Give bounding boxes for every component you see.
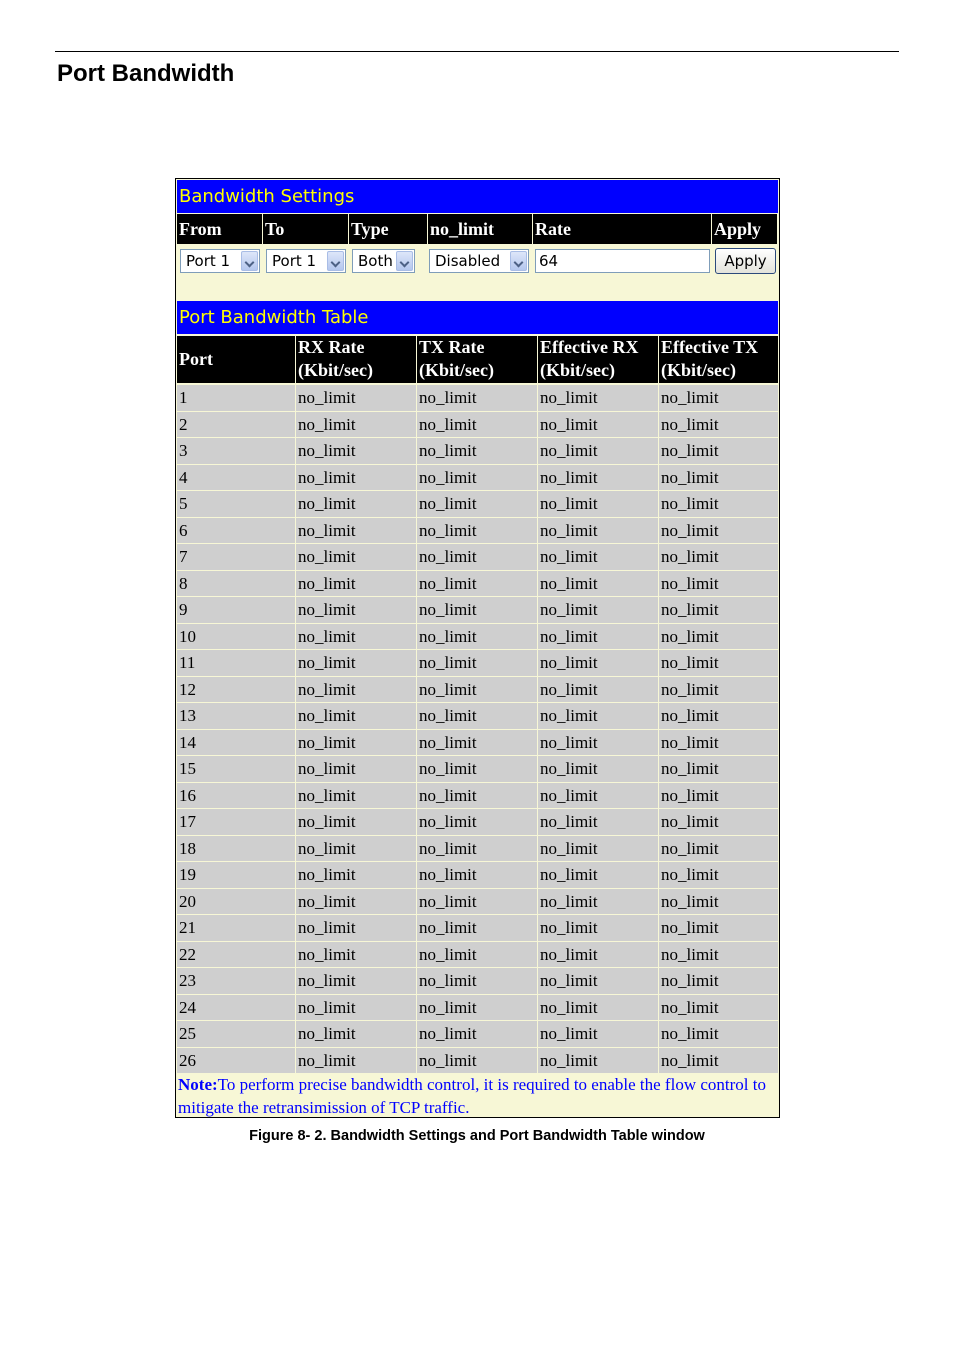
effective-tx-cell: no_limit (659, 995, 778, 1021)
effective-rx-cell: no_limit (538, 624, 658, 650)
note-label: Note: (178, 1075, 218, 1094)
effective-tx-cell: no_limit (659, 703, 778, 729)
port-cell: 6 (177, 518, 295, 544)
settings-header-row (177, 214, 778, 244)
header-tx-rate: TX Rate (Kbit/sec) (417, 336, 537, 383)
port-cell: 10 (177, 624, 295, 650)
chevron-down-icon[interactable] (327, 251, 344, 271)
tx-rate-cell: no_limit (417, 862, 537, 888)
table-row (177, 942, 778, 969)
tx-rate-cell: no_limit (417, 571, 537, 597)
port-cell: 23 (177, 968, 295, 994)
effective-rx-cell: no_limit (538, 597, 658, 623)
tx-rate-cell: no_limit (417, 650, 537, 676)
chevron-down-icon[interactable] (241, 251, 258, 271)
port-cell: 7 (177, 544, 295, 570)
effective-rx-cell: no_limit (538, 809, 658, 835)
tx-rate-cell: no_limit (417, 438, 537, 464)
table-row (177, 915, 778, 942)
type-select[interactable] (352, 249, 415, 273)
table-row (177, 438, 778, 465)
table-row (177, 597, 778, 624)
rx-rate-cell: no_limit (296, 624, 416, 650)
rx-rate-cell: no_limit (296, 677, 416, 703)
rx-rate-cell: no_limit (296, 942, 416, 968)
effective-tx-cell: no_limit (659, 889, 778, 915)
effective-tx-cell: no_limit (659, 385, 778, 411)
table-row (177, 544, 778, 571)
chevron-down-icon[interactable] (396, 251, 413, 271)
tx-rate-cell: no_limit (417, 1021, 537, 1047)
effective-rx-cell: no_limit (538, 544, 658, 570)
effective-rx-cell: no_limit (538, 650, 658, 676)
table-row (177, 730, 778, 757)
table-row (177, 412, 778, 439)
port-cell: 22 (177, 942, 295, 968)
table-body (177, 385, 778, 1074)
rx-rate-cell: no_limit (296, 703, 416, 729)
port-cell: 4 (177, 465, 295, 491)
tx-rate-cell: no_limit (417, 703, 537, 729)
rx-rate-cell: no_limit (296, 597, 416, 623)
port-cell: 17 (177, 809, 295, 835)
port-cell: 19 (177, 862, 295, 888)
type-value: Both (358, 252, 393, 270)
note-text (178, 1073, 778, 1119)
to-port-value: Port 1 (272, 252, 317, 270)
rx-rate-cell: no_limit (296, 889, 416, 915)
rx-rate-cell: no_limit (296, 756, 416, 782)
note-body: To perform precise bandwidth control, it is required to enable the flow control to mitigate the retransimission of TCP traffic. (178, 1075, 766, 1117)
port-cell: 21 (177, 915, 295, 941)
table-row (177, 968, 778, 995)
effective-tx-cell: no_limit (659, 942, 778, 968)
table-row (177, 889, 778, 916)
tx-rate-cell: no_limit (417, 1048, 537, 1074)
rx-rate-cell: no_limit (296, 1048, 416, 1074)
port-cell: 25 (177, 1021, 295, 1047)
tx-rate-cell: no_limit (417, 889, 537, 915)
port-cell: 16 (177, 783, 295, 809)
effective-tx-cell: no_limit (659, 756, 778, 782)
header-no-limit: no_limit (428, 214, 532, 244)
table-row (177, 650, 778, 677)
rx-rate-cell: no_limit (296, 438, 416, 464)
tx-rate-cell: no_limit (417, 942, 537, 968)
no-limit-select[interactable] (429, 249, 529, 273)
tx-rate-cell: no_limit (417, 995, 537, 1021)
from-port-select[interactable] (180, 249, 260, 273)
tx-rate-cell: no_limit (417, 730, 537, 756)
effective-tx-cell: no_limit (659, 968, 778, 994)
effective-tx-cell: no_limit (659, 544, 778, 570)
table-row (177, 571, 778, 598)
page-heading: Port Bandwidth (57, 60, 235, 87)
table-row (177, 1021, 778, 1048)
effective-rx-cell: no_limit (538, 571, 658, 597)
top-rule (55, 51, 899, 52)
table-row (177, 677, 778, 704)
tx-rate-cell: no_limit (417, 836, 537, 862)
effective-rx-cell: no_limit (538, 1048, 658, 1074)
effective-rx-cell: no_limit (538, 491, 658, 517)
apply-button[interactable]: Apply (715, 248, 776, 274)
header-effective-rx: Effective RX (Kbit/sec) (538, 336, 658, 383)
effective-rx-cell: no_limit (538, 889, 658, 915)
effective-rx-cell: no_limit (538, 968, 658, 994)
port-cell: 11 (177, 650, 295, 676)
port-cell: 9 (177, 597, 295, 623)
table-row (177, 385, 778, 412)
effective-rx-cell: no_limit (538, 677, 658, 703)
port-cell: 18 (177, 836, 295, 862)
effective-tx-cell: no_limit (659, 1048, 778, 1074)
rx-rate-cell: no_limit (296, 571, 416, 597)
effective-tx-cell: no_limit (659, 465, 778, 491)
effective-tx-cell: no_limit (659, 809, 778, 835)
table-row (177, 836, 778, 863)
effective-rx-cell: no_limit (538, 1021, 658, 1047)
rx-rate-cell: no_limit (296, 465, 416, 491)
effective-tx-cell: no_limit (659, 491, 778, 517)
tx-rate-cell: no_limit (417, 385, 537, 411)
effective-rx-cell: no_limit (538, 942, 658, 968)
port-cell: 15 (177, 756, 295, 782)
port-cell: 3 (177, 438, 295, 464)
table-row (177, 465, 778, 492)
rx-rate-cell: no_limit (296, 730, 416, 756)
tx-rate-cell: no_limit (417, 809, 537, 835)
tx-rate-cell: no_limit (417, 544, 537, 570)
table-row (177, 1048, 778, 1075)
header-effective-tx: Effective TX (Kbit/sec) (659, 336, 778, 383)
table-row (177, 756, 778, 783)
rx-rate-cell: no_limit (296, 518, 416, 544)
header-from: From (177, 214, 262, 244)
rx-rate-cell: no_limit (296, 1021, 416, 1047)
table-row (177, 518, 778, 545)
port-cell: 2 (177, 412, 295, 438)
tx-rate-cell: no_limit (417, 624, 537, 650)
rx-rate-cell: no_limit (296, 968, 416, 994)
effective-rx-cell: no_limit (538, 756, 658, 782)
table-row (177, 624, 778, 651)
tx-rate-cell: no_limit (417, 756, 537, 782)
table-row (177, 995, 778, 1022)
rx-rate-cell: no_limit (296, 650, 416, 676)
effective-tx-cell: no_limit (659, 650, 778, 676)
port-cell: 12 (177, 677, 295, 703)
effective-rx-cell: no_limit (538, 518, 658, 544)
header-to: To (263, 214, 348, 244)
effective-tx-cell: no_limit (659, 1021, 778, 1047)
table-row (177, 809, 778, 836)
rx-rate-cell: no_limit (296, 544, 416, 570)
tx-rate-cell: no_limit (417, 915, 537, 941)
rx-rate-cell: no_limit (296, 862, 416, 888)
tx-rate-cell: no_limit (417, 491, 537, 517)
effective-rx-cell: no_limit (538, 385, 658, 411)
tx-rate-cell: no_limit (417, 968, 537, 994)
port-cell: 5 (177, 491, 295, 517)
effective-tx-cell: no_limit (659, 624, 778, 650)
effective-tx-cell: no_limit (659, 730, 778, 756)
from-port-value: Port 1 (186, 252, 231, 270)
rx-rate-cell: no_limit (296, 783, 416, 809)
rx-rate-cell: no_limit (296, 809, 416, 835)
effective-tx-cell: no_limit (659, 677, 778, 703)
effective-rx-cell: no_limit (538, 862, 658, 888)
tx-rate-cell: no_limit (417, 783, 537, 809)
port-cell: 26 (177, 1048, 295, 1074)
effective-rx-cell: no_limit (538, 412, 658, 438)
effective-tx-cell: no_limit (659, 571, 778, 597)
effective-tx-cell: no_limit (659, 438, 778, 464)
effective-rx-cell: no_limit (538, 836, 658, 862)
effective-tx-cell: no_limit (659, 597, 778, 623)
port-cell: 20 (177, 889, 295, 915)
rx-rate-cell: no_limit (296, 491, 416, 517)
tx-rate-cell: no_limit (417, 518, 537, 544)
header-rate: Rate (533, 214, 711, 244)
rx-rate-cell: no_limit (296, 836, 416, 862)
effective-rx-cell: no_limit (538, 995, 658, 1021)
effective-tx-cell: no_limit (659, 783, 778, 809)
header-rx-rate: RX Rate (Kbit/sec) (296, 336, 416, 383)
port-cell: 8 (177, 571, 295, 597)
port-cell: 13 (177, 703, 295, 729)
bandwidth-settings-title: Bandwidth Settings (177, 180, 778, 213)
port-cell: 14 (177, 730, 295, 756)
tx-rate-cell: no_limit (417, 465, 537, 491)
effective-rx-cell: no_limit (538, 915, 658, 941)
table-row (177, 862, 778, 889)
effective-tx-cell: no_limit (659, 862, 778, 888)
port-bandwidth-table-title: Port Bandwidth Table (177, 301, 778, 334)
effective-tx-cell: no_limit (659, 836, 778, 862)
tx-rate-cell: no_limit (417, 677, 537, 703)
effective-tx-cell: no_limit (659, 412, 778, 438)
bandwidth-panel (175, 178, 780, 1118)
no-limit-value: Disabled (435, 252, 501, 270)
rx-rate-cell: no_limit (296, 915, 416, 941)
tx-rate-cell: no_limit (417, 597, 537, 623)
header-port: Port (177, 336, 295, 383)
effective-tx-cell: no_limit (659, 915, 778, 941)
port-cell: 1 (177, 385, 295, 411)
port-cell: 24 (177, 995, 295, 1021)
table-header-row (177, 336, 778, 383)
rx-rate-cell: no_limit (296, 385, 416, 411)
figure-caption: Figure 8- 2. Bandwidth Settings and Port Bandwidth Table window (249, 1128, 705, 1144)
effective-rx-cell: no_limit (538, 465, 658, 491)
effective-tx-cell: no_limit (659, 518, 778, 544)
effective-rx-cell: no_limit (538, 730, 658, 756)
header-type: Type (349, 214, 427, 244)
tx-rate-cell: no_limit (417, 412, 537, 438)
settings-controls-row (177, 245, 778, 275)
effective-rx-cell: no_limit (538, 703, 658, 729)
header-apply: Apply (712, 214, 777, 244)
table-row (177, 783, 778, 810)
to-port-select[interactable] (266, 249, 346, 273)
table-row (177, 491, 778, 518)
rx-rate-cell: no_limit (296, 412, 416, 438)
effective-rx-cell: no_limit (538, 438, 658, 464)
effective-rx-cell: no_limit (538, 783, 658, 809)
rate-input[interactable] (535, 249, 710, 273)
table-row (177, 703, 778, 730)
rx-rate-cell: no_limit (296, 995, 416, 1021)
chevron-down-icon[interactable] (510, 251, 527, 271)
